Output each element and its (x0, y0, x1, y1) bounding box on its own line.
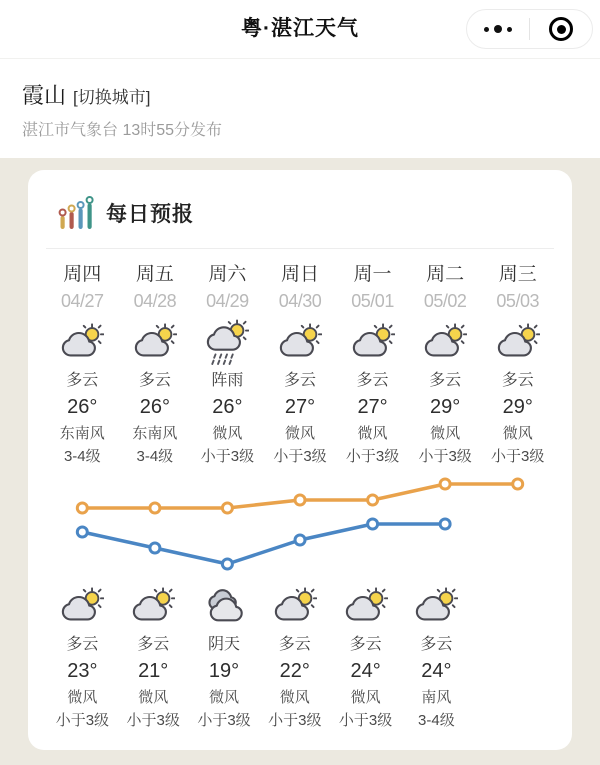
partly-cloudy-icon (344, 581, 388, 631)
day-forecast-column (264, 261, 337, 468)
wind-direction: 微风 (350, 689, 381, 706)
partly-cloudy-icon (133, 317, 177, 367)
app-bar (0, 0, 600, 59)
weekday-label: 周三 (498, 264, 537, 285)
low-temperature: 22° (279, 660, 310, 682)
high-temperature: 26° (67, 396, 98, 418)
high-temperature: 27° (357, 396, 388, 418)
wind-direction: 微风 (430, 425, 461, 442)
condition-label: 多云 (501, 372, 534, 389)
date-label: 04/27 (61, 291, 104, 311)
condition-label: 多云 (138, 372, 171, 389)
wind-direction: 微风 (138, 689, 169, 706)
day-forecast-column (336, 261, 409, 468)
section-title: 每日预报 (106, 203, 194, 226)
low-temperature: 24° (421, 660, 452, 682)
night-forecast-column (401, 579, 472, 732)
lollipop-chart-icon (56, 194, 94, 232)
wind-direction: 微风 (208, 689, 239, 706)
wind-level: 小于3级 (197, 712, 251, 729)
wind-direction: 微风 (212, 425, 243, 442)
date-label: 05/03 (496, 291, 539, 311)
wind-level: 小于3级 (418, 448, 472, 465)
partly-cloudy-icon (423, 317, 467, 367)
wind-level: 小于3级 (55, 712, 110, 729)
condition-label: 多云 (66, 372, 99, 389)
location-section (0, 59, 600, 158)
condition-label: 阵雨 (211, 372, 244, 389)
wind-level: 小于3级 (338, 712, 393, 729)
condition-label: 多云 (420, 636, 453, 653)
wind-direction: 南风 (421, 689, 452, 706)
high-temperature: 26° (212, 396, 243, 418)
wind-level: 小于3级 (273, 448, 327, 465)
district-name: 霞山 (22, 83, 67, 108)
temp-trend-chart (46, 474, 554, 574)
page-title: 粤·湛江天气 (241, 17, 359, 40)
high-temperature: 29° (502, 396, 533, 418)
partly-cloudy-icon (131, 581, 175, 631)
night-forecast-column (47, 579, 118, 732)
wind-direction: 微风 (67, 689, 98, 706)
wind-direction: 东南风 (132, 425, 178, 442)
day-forecast-column (191, 261, 264, 468)
wind-direction: 微风 (284, 425, 315, 442)
publish-info: 湛江市气象台 13时55分发布 (22, 122, 223, 139)
night-forecast-grid (47, 579, 554, 732)
partly-cloudy-icon (414, 581, 458, 631)
partly-cloudy-icon (278, 317, 322, 367)
close-home-button[interactable] (530, 10, 592, 48)
date-label: 04/28 (133, 291, 177, 311)
wind-level: 小于3级 (491, 448, 545, 465)
date-label: 05/01 (351, 291, 394, 311)
weekday-label: 周二 (426, 264, 465, 285)
wind-level: 3-4级 (63, 448, 101, 465)
weekday-label: 周一 (353, 264, 392, 285)
high-temperature: 27° (284, 396, 316, 418)
condition-label: 多云 (349, 636, 382, 653)
partly-cloudy-icon (496, 317, 540, 367)
night-forecast-column (259, 579, 330, 732)
condition-label: 多云 (278, 636, 311, 653)
weekday-label: 周日 (280, 264, 319, 285)
shower-icon (205, 317, 249, 367)
weekday-label: 周四 (63, 264, 102, 285)
condition-label: 多云 (429, 372, 462, 389)
wind-direction: 东南风 (59, 425, 105, 442)
miniprogram-capsule (466, 9, 593, 49)
date-label: 04/29 (206, 291, 249, 311)
day-forecast-column (46, 261, 119, 468)
daily-forecast-card (28, 170, 572, 750)
night-forecast-column (118, 579, 189, 732)
condition-label: 多云 (66, 636, 99, 653)
wind-level: 3-4级 (136, 448, 174, 465)
condition-label: 阴天 (207, 636, 240, 653)
weekday-label: 周五 (135, 264, 174, 285)
night-forecast-column (330, 579, 401, 732)
capsule-target-icon (549, 17, 573, 41)
partly-cloudy-icon (60, 581, 104, 631)
wind-level: 小于3级 (268, 712, 322, 729)
day-forecast-column (119, 261, 192, 468)
wind-direction: 微风 (357, 425, 388, 442)
partly-cloudy-icon (60, 317, 104, 367)
high-temperature: 26° (139, 396, 170, 418)
high-temperature: 29° (430, 396, 461, 418)
low-temperature: 24° (350, 660, 381, 682)
wind-direction: 微风 (502, 425, 533, 442)
night-forecast-column (189, 579, 260, 732)
more-dots-icon (484, 25, 512, 33)
day-forecast-grid (46, 261, 554, 468)
date-label: 04/30 (278, 291, 322, 311)
wind-level: 3-4级 (418, 712, 455, 729)
more-button[interactable] (467, 10, 529, 48)
low-temperature: 23° (67, 660, 98, 682)
overcast-icon (202, 581, 246, 631)
condition-label: 多云 (137, 636, 170, 653)
partly-cloudy-icon (351, 317, 395, 367)
weekday-label: 周六 (208, 264, 247, 285)
wind-level: 小于3级 (200, 448, 255, 465)
wind-direction: 微风 (279, 689, 310, 706)
day-forecast-column (481, 261, 554, 468)
low-temperature: 19° (208, 660, 240, 682)
condition-label: 多云 (283, 372, 316, 389)
switch-city-link[interactable]: [切换城市] (73, 88, 151, 107)
day-forecast-column (409, 261, 482, 468)
wind-level: 小于3级 (126, 712, 180, 729)
temperature-chart-wrap (46, 474, 554, 579)
date-label: 05/02 (423, 291, 467, 311)
condition-label: 多云 (356, 372, 389, 389)
partly-cloudy-icon (273, 581, 317, 631)
wind-level: 小于3级 (345, 448, 400, 465)
low-temperature: 21° (138, 660, 169, 682)
card-header (46, 192, 554, 249)
